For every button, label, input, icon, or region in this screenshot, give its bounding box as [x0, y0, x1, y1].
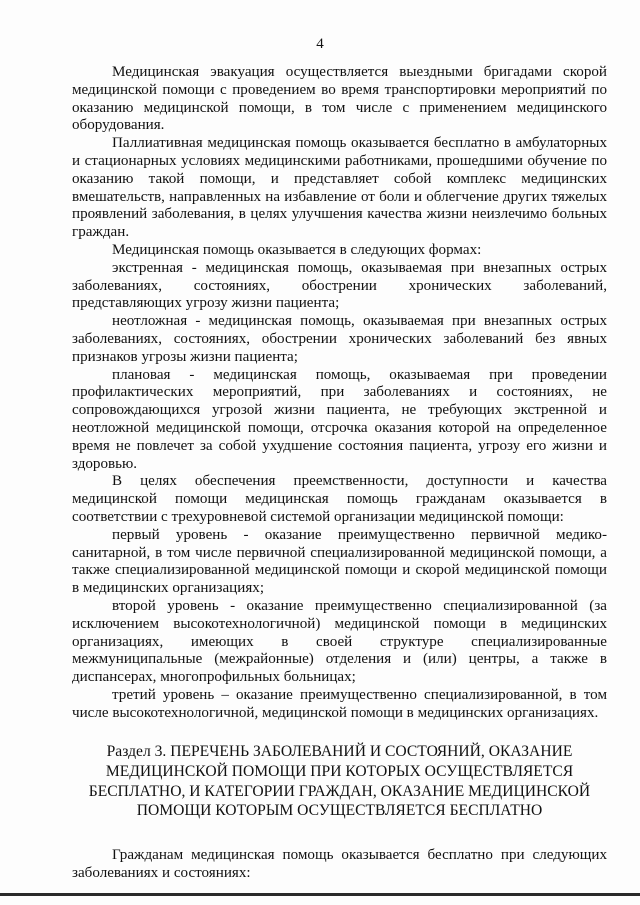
paragraph-emergency-form: экстренная - медицинская помощь, оказываемая при внезапных острых заболеваниях, состояниях, обострении хронических заболеваний, представляющих угрозу жизни пациента; [72, 259, 607, 312]
paragraph-second-level: второй уровень - оказание преимущественно специализированной (за исключением высокотехнологичной) медицинской помощи в медицинских организациях, имеющих в своей структуре специализированные межмуниципальные (межрайонные) отделения и (или) центры, а также в диспансерах, многопрофильных больницах; [72, 597, 607, 686]
bottom-scan-border [0, 893, 640, 896]
section-heading: Раздел 3. ПЕРЕЧЕНЬ ЗАБОЛЕВАНИЙ И СОСТОЯНИЙ, ОКАЗАНИЕ МЕДИЦИНСКОЙ ПОМОЩИ ПРИ КОТОРЫХ ОСУЩЕСТВЛЯЕТСЯ БЕСПЛАТНО, И КАТЕГОРИИ ГРАЖДАН, ОКАЗАНИЕ МЕДИЦИНСКОЙ ПОМОЩИ КОТОРЫМ ОСУЩЕСТВЛЯЕТСЯ БЕСПЛАТНО [88, 743, 591, 820]
document-body [72, 64, 607, 882]
paragraph-free-care-conditions: Гражданам медицинская помощь оказывается бесплатно при следующих заболеваниях и состояниях: [72, 846, 607, 881]
paragraph-first-level: первый уровень - оказание преимущественно первичной медико-санитарной, в том числе первичной специализированной медицинской помощи, а также специализированной медицинской помощи и скорой медицинской помощи в медицинских организациях; [72, 526, 607, 597]
paragraph-three-level-system: В целях обеспечения преемственности, доступности и качества медицинской помощи медицинская помощь гражданам оказывается в соответствии с трехуровневой системой организации медицинской помощи: [72, 473, 607, 525]
paragraph-palliative-care: Паллиативная медицинская помощь оказывается бесплатно в амбулаторных и стационарных условиях медицинскими работниками, прошедшими обучение по оказанию такой помощи, и представляет собой комплекс медицинских вмешательств, направленных на избавление от боли и облегчение других тяжелых проявлений заболевания, в целях улучшения качества жизни неизлечимо больных граждан. [72, 135, 607, 241]
paragraph-urgent-form: неотложная - медицинская помощь, оказываемая при внезапных острых заболеваниях, состояниях, обострении хронических заболеваний без явных признаков угрозы жизни пациента; [72, 313, 607, 365]
paragraph-third-level: третий уровень – оказание преимущественно специализированной, в том числе высокотехнологичной, медицинской помощи в медицинских организациях. [72, 686, 607, 721]
paragraph-medical-evacuation: Медицинская эвакуация осуществляется выездными бригадами скорой медицинской помощи с проведением во время транспортировки мероприятий по оказанию медицинской помощи, в том числе с применением медицинского оборудования. [72, 64, 607, 134]
paragraph-care-forms-intro: Медицинская помощь оказывается в следующих формах: [112, 241, 482, 258]
paragraph-planned-form: плановая - медицинская помощь, оказываемая при проведении профилактических мероприятий, при заболеваниях и состояниях, не сопровождающихся угрозой жизни пациента, не требующих экстренной и неотложной медицинской помощи, отсрочка оказания которой на определенное время не повлечет за собой ухудшение состояния пациента, угрозу его жизни и здоровью. [72, 366, 607, 472]
page-number: 4 [316, 36, 324, 52]
